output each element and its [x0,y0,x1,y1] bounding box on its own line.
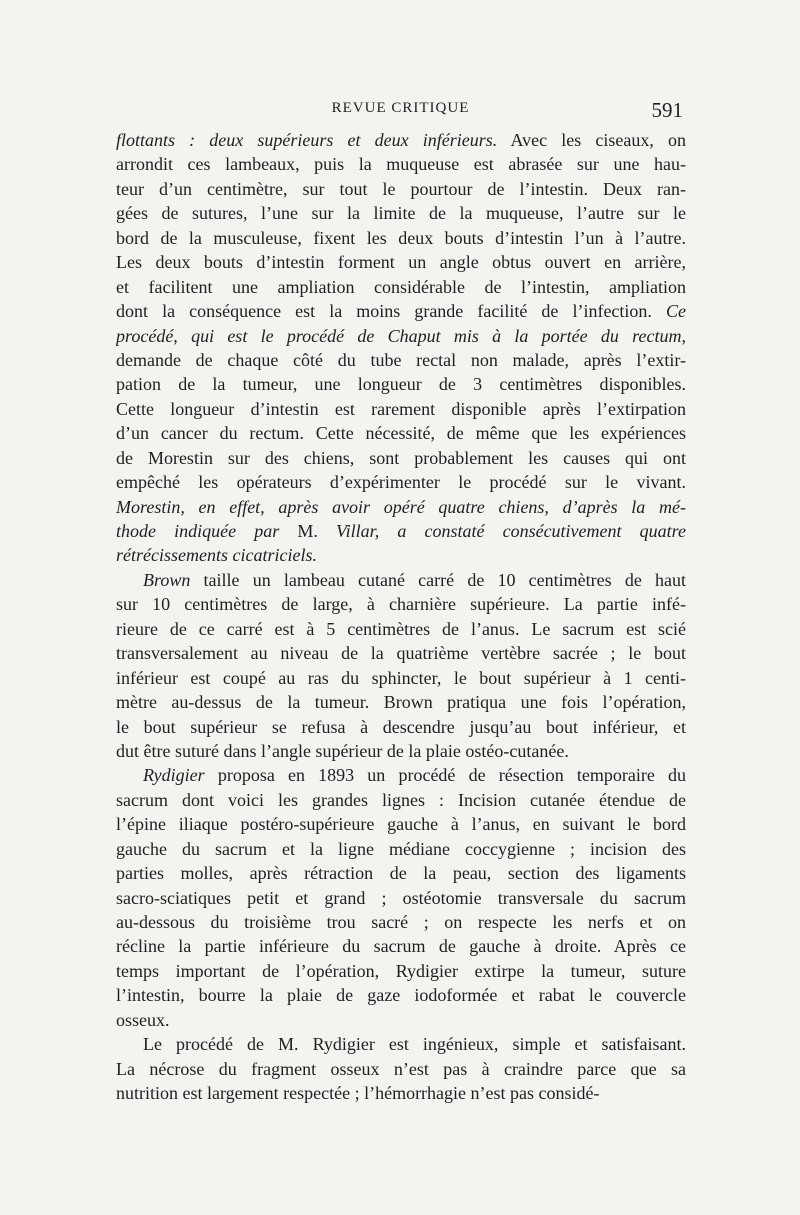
italic-text: rétrécissements cicatriciels. [116,545,317,566]
text-line [116,372,686,396]
text-line [116,715,686,739]
text-segment: temps important de l’opération, Rydigier extirpe la tumeur, suture [116,960,686,981]
text-segment: M. [297,521,318,541]
text-line [116,763,686,787]
text-segment: nutrition est largement respectée ; l’hémorrhagie n’est pas considé- [116,1083,600,1104]
italic-text: thode indiquée par [116,521,298,541]
text-line [116,983,686,1007]
text-segment: d’un cancer du rectum. Cette nécessité, de même que les expériences [116,423,686,444]
text-line [116,1057,686,1081]
text-line [116,201,686,225]
text-line [116,543,686,567]
text-line [116,226,686,250]
text-line [116,592,686,616]
text-segment: transversalement au niveau de la quatrième vertèbre sacrée ; le bout [116,643,686,664]
text-line [116,250,686,274]
text-line [116,837,686,861]
text-segment: sacro-sciatiques petit et grand ; ostéotomie transversale du sacrum [116,887,686,908]
page-number: 591 [651,98,683,122]
text-line [116,861,686,885]
text-line [116,421,686,445]
text-line [116,324,686,348]
text-segment: gées de sutures, l’une sur la limite de la muqueuse, l’autre sur le [116,203,686,224]
text-segment: parties molles, après rétraction de la peau, section des ligaments [116,863,686,884]
italic-text: Rydigier [143,765,205,786]
text-segment: récline la partie inférieure du sacrum de gauche à droite. Après ce [116,936,686,957]
text-line [116,128,686,152]
text-segment: pation de la tumeur, une longueur de 3 centimètres disponibles. [116,374,686,395]
text-segment: inférieur est coupé au ras du sphincter, le bout supérieur à 1 centi- [116,667,686,688]
text-line [116,812,686,836]
text-segment: l’intestin, bourre la plaie de gaze iodoformée et rabat le couvercle [116,985,686,1006]
text-line [116,177,686,201]
text-segment: La nécrose du fragment osseux n’est pas à craindre parce que sa [116,1058,686,1079]
text-segment: rieure de ce carré est à 5 centimètres de l’anus. Le sacrum est scié [116,618,686,639]
text-line [116,397,686,421]
text-segment: et facilitent une ampliation considérable de l’intestin, ampliation [116,276,686,297]
text-line [116,886,686,910]
text-segment: au-dessous du troisième trou sacré ; on respecte les nerfs et on [116,912,686,932]
text-line [116,1032,686,1056]
text-segment: teur d’un centimètre, sur tout le pourtour de l’intestin. Deux ran- [116,178,686,199]
italic-text: Villar, a constaté consécutivement quatre [317,521,686,541]
text-segment: gauche du sacrum et la ligne médiane coccygienne ; incision des [116,838,686,859]
text-segment: Avec les ciseaux, on [497,130,686,150]
text-segment: demande de chaque côté du tube rectal non malade, après l’extir- [116,349,686,370]
text-segment: Cette longueur d’intestin est rarement disponible après l’extirpation [116,398,686,419]
text-segment: arrondit ces lambeaux, puis la muqueuse est abrasée sur une hau- [116,154,686,175]
text-segment: l’épine iliaque postéro-supérieure gauche à l’anus, en suivant le bord [116,814,686,835]
text-line [116,690,686,714]
text-segment: le bout supérieur se refusa à descendre jusqu’au bout inférieur, et [116,716,686,737]
text-segment: sacrum dont voici les grandes lignes : Incision cutanée étendue de [116,789,686,810]
text-line [116,519,686,543]
text-line [116,617,686,641]
text-segment: osseux. [116,1009,170,1030]
text-segment: Le procédé de M. Rydigier est ingénieux, simple et satisfaisant. [143,1034,686,1055]
text-segment: proposa en 1893 un procédé de résection temporaire du [204,765,686,786]
text-segment: dut être suturé dans l’angle supérieur de la plaie ostéo-cutanée. [116,740,569,761]
text-line [116,568,686,592]
italic-text: procédé, qui est le procédé de Chaput mis à la portée du rectum, [116,325,686,346]
text-line [116,299,686,323]
text-line [116,959,686,983]
text-line [116,739,686,763]
italic-text: flottants : deux supérieurs et deux inférieurs. [116,130,498,150]
italic-text: Ce [666,301,686,322]
text-line [116,1008,686,1032]
body-text [116,128,686,1106]
text-line [116,470,686,494]
text-segment: de Morestin sur des chiens, sont probablement les causes qui ont [116,447,686,468]
italic-text: Brown [143,569,191,590]
text-line [116,495,686,519]
text-segment: dont la conséquence est la moins grande facilité de l’infection. [116,301,666,322]
text-segment: Les deux bouts d’intestin forment un angle obtus ouvert en arrière, [116,252,686,273]
text-line [116,641,686,665]
text-line [116,788,686,812]
running-title: REVUE CRITIQUE [331,100,470,116]
page-header [118,98,683,132]
text-line [116,152,686,176]
text-line [116,446,686,470]
text-line [116,348,686,372]
text-line [116,666,686,690]
text-line [116,275,686,299]
text-line [116,934,686,958]
italic-text: Morestin, en effet, après avoir opéré quatre chiens, d’après la mé- [116,496,686,517]
text-segment: sur 10 centimètres de large, à charnière supérieure. La partie infé- [116,594,686,615]
text-line [116,910,686,934]
text-segment: empêché les opérateurs d’expérimenter le procédé sur le vivant. [116,472,686,493]
text-segment: taille un lambeau cutané carré de 10 centimètres de haut [190,569,686,590]
text-segment: bord de la musculeuse, fixent les deux bouts d’intestin l’un à l’autre. [116,227,686,248]
text-segment: mètre au-dessus de la tumeur. Brown pratiqua une fois l’opération, [116,692,686,713]
text-line [116,1081,686,1105]
